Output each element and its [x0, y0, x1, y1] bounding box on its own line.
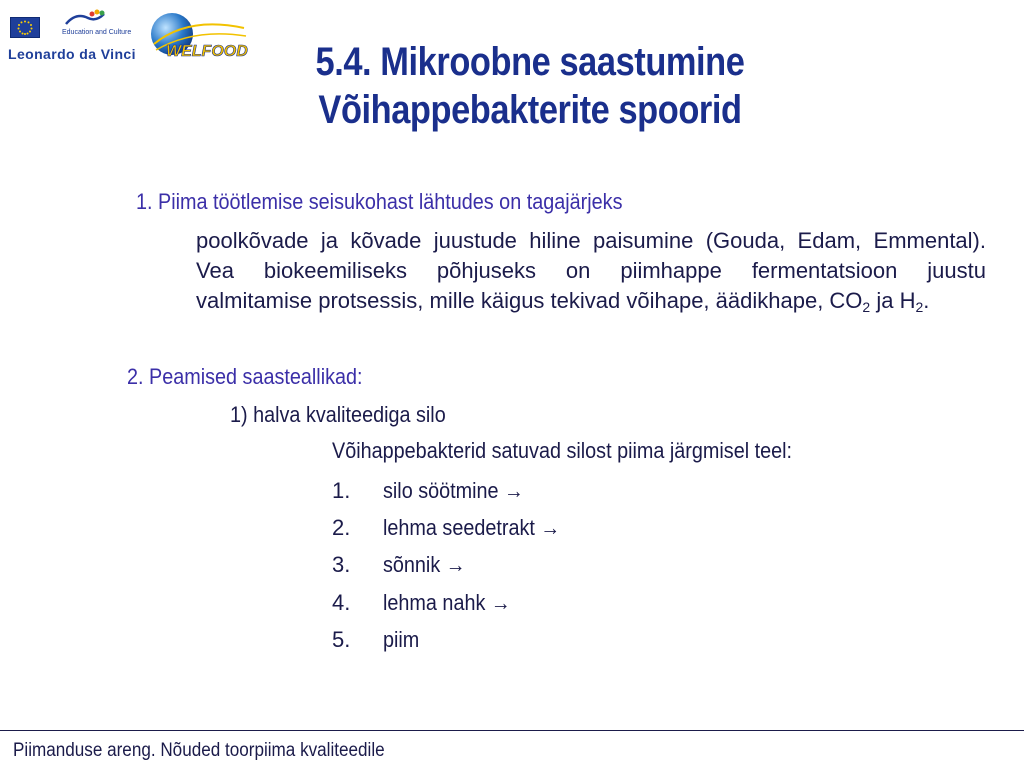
footer-divider: [0, 730, 1024, 731]
slide-title: [230, 38, 830, 134]
list-item: sõnnik →: [383, 552, 466, 577]
list-item: lehma nahk →: [383, 590, 511, 615]
education-culture-caption: Education and Culture: [62, 29, 132, 36]
list-item-number: 2.: [332, 515, 351, 540]
list-item-number: 5.: [332, 627, 351, 652]
title-line-1: 5.4. Mikroobne saastumine: [315, 40, 745, 84]
list-item: piim: [383, 627, 420, 652]
title-line-2: Võihappebakterite spoorid: [318, 88, 742, 132]
point-1-heading: 1. Piima töötlemise seisukohast lähtudes on tagajärjeks: [136, 189, 623, 214]
list-item-number: 4.: [332, 590, 351, 615]
paragraph-line-2: Vea biokeemiliseks põhjuseks on piimhappe fermentatsioon juustu: [196, 258, 986, 283]
point-1-paragraph: [196, 226, 986, 316]
point-2-heading: 2. Peamised saasteallikad:: [127, 364, 363, 389]
list-item-number: 1.: [332, 478, 351, 503]
source-1-description: Võihappebakterid satuvad silost piima järgmisel teel:: [332, 438, 793, 463]
list-item: lehma seedetrakt →: [383, 515, 561, 540]
education-culture-emblem-icon: [62, 8, 108, 30]
list-item-number: 3.: [332, 552, 351, 577]
welfood-wordmark: WELFOOD: [166, 43, 248, 60]
eu-stars-icon: [11, 18, 39, 37]
source-1-label: 1) halva kvaliteediga silo: [230, 402, 446, 427]
list-item: silo söötmine →: [383, 478, 524, 503]
paragraph-line-1: poolkõvade ja kõvade juustude hiline paisumine (Gouda, Edam, Emmental).: [196, 228, 986, 253]
eu-flag-logo: [10, 17, 40, 38]
leonardo-da-vinci-logo-text: Leonardo da Vinci: [8, 46, 136, 62]
paragraph-line-3: valmitamise protsessis, mille käigus tekivad võihape, äädikhape, $CO_2$ ja $H_2$.: [196, 288, 930, 315]
footer-text: Piimanduse areng. Nõuded toorpiima kvaliteedile: [13, 740, 385, 761]
